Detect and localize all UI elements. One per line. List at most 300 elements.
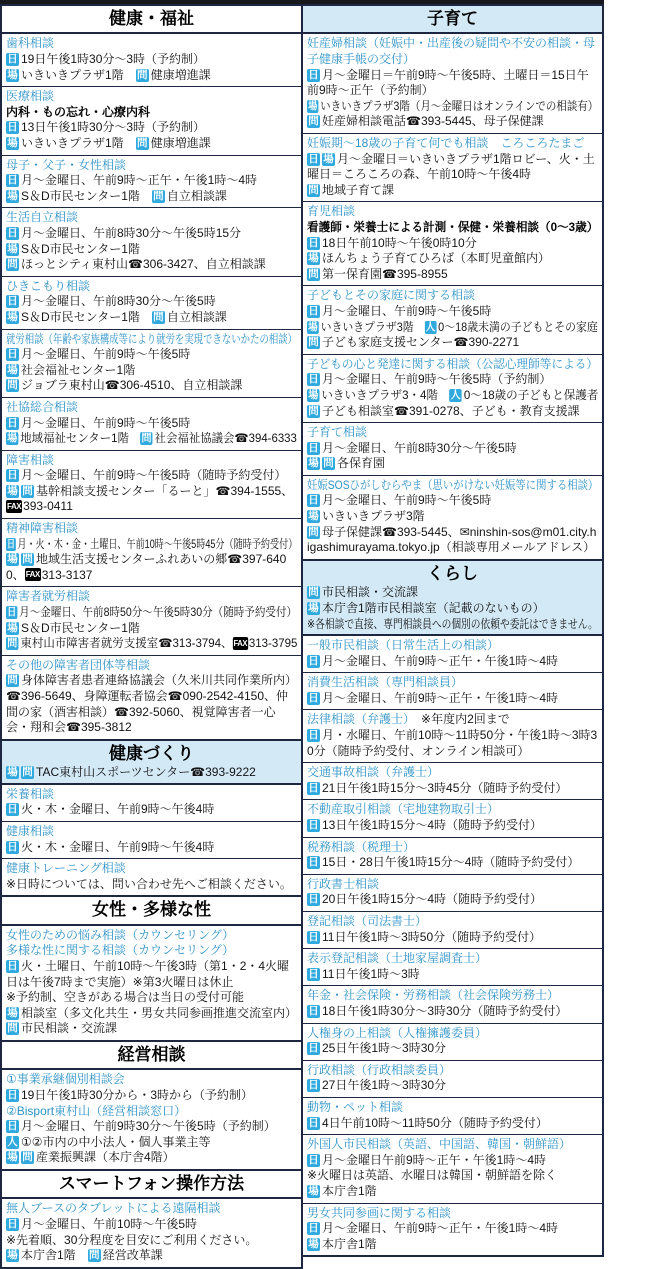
section-title: 健康づくり: [109, 743, 194, 763]
entry-line: [6, 120, 297, 136]
entry-line: [6, 877, 297, 893]
entry-text: 地域生活支援センターふれあいの郷☎397-6400、: [6, 552, 287, 582]
fax-badge: FAX: [25, 570, 40, 580]
date-badge: 日: [308, 441, 319, 454]
entry-line: [6, 787, 297, 803]
section-title: 健康・福祉: [109, 9, 194, 28]
entry-text: 月〜金曜日、午前9時〜正午・午後1時〜4時: [322, 653, 559, 668]
entry-line: [6, 68, 297, 84]
entry-title: 健康トレーニング相談: [6, 861, 126, 876]
entry-text: ※火曜日は英語、水曜日は韓国・朝鮮語を除く: [307, 1168, 558, 1183]
consult-entry: [2, 926, 301, 1040]
entry-text: 内科・もの忘れ・心療内科: [6, 104, 151, 119]
consult-entry: [2, 1070, 301, 1169]
date-badge: 日: [308, 236, 319, 249]
entry-text: 健康増進課: [150, 136, 211, 151]
date-badge: 日: [308, 373, 319, 386]
entry-title: 妊娠期〜18歳の子育て何でも相談 ころころたまご: [307, 136, 585, 151]
fax-badge: FAX: [233, 638, 247, 648]
entry-text: 地域子育て課: [322, 182, 395, 197]
date-badge: 日: [7, 1089, 18, 1102]
entry-text: 11日午後1時〜3時50分（随時予約受付）: [322, 929, 542, 944]
entry-line: [307, 478, 598, 494]
entry-line: [307, 1237, 598, 1253]
date-badge: 日: [308, 68, 319, 81]
entry-title: 一般市民相談（日常生活上の相談）: [307, 638, 500, 653]
entry-title: 動物・ペット相談: [307, 1099, 404, 1114]
date-badge: 日: [308, 654, 319, 667]
date-badge: 日: [308, 691, 319, 704]
inquiry-badge: 問: [136, 68, 148, 81]
entry-line: [307, 267, 598, 283]
date-badge: 日: [308, 893, 319, 906]
place-badge: 場: [308, 99, 318, 112]
entry-line: [307, 1100, 598, 1116]
section-header: [303, 559, 602, 636]
inquiry-badge: 問: [141, 432, 152, 445]
entry-line: [307, 877, 598, 893]
entry-text: 本庁舎1階: [322, 1236, 377, 1251]
entry-line: [307, 930, 598, 946]
entry-text: ※日時については、問い合わせ先へご相談ください。: [6, 876, 292, 891]
entry-text: 火・土曜日、午前10時〜午後3時（第1・2・4火曜日は午後7時まで実施）※第3火曜日は休止: [6, 959, 290, 989]
inquiry-badge: 問: [22, 1151, 33, 1164]
date-badge: 日: [308, 856, 319, 869]
entry-line: [307, 601, 598, 617]
entry-line: [307, 951, 598, 967]
place-badge: 場: [7, 432, 18, 445]
entry-line: [6, 658, 297, 674]
consult-entry: [303, 1203, 602, 1256]
entry-text: 月〜金曜日、午前9時30分〜午後5時（予約制）: [21, 1119, 276, 1134]
entry-title: 行政書士相談: [307, 876, 380, 891]
inquiry-badge: 問: [7, 637, 18, 650]
entry-line: [6, 242, 297, 258]
consult-entry: [2, 655, 301, 739]
entry-text: いきいきプラザ3階（月〜金曜日はオンラインでの相談有）: [320, 98, 599, 113]
consult-entry: [303, 672, 602, 709]
entry-line: [6, 210, 297, 226]
entry-line: [6, 279, 297, 295]
inquiry-badge: 問: [7, 258, 18, 271]
inquiry-badge: 問: [153, 189, 164, 202]
entry-line: [307, 914, 598, 930]
entry-text: ※予約制、空きがある場合は当日の受付可能: [6, 990, 245, 1005]
entry-text: 月〜金曜日、午前8時30分〜午後5時: [21, 294, 216, 309]
entry-text: ※先着順、30分程度を目安にご利用ください。: [6, 1232, 258, 1247]
consult-entry: [2, 397, 301, 450]
entry-title: 健康相談: [6, 824, 55, 839]
entry-title: 妊産婦相談（妊娠中・出産後の疑問や不安の相談・母子健康手帳の交付）: [307, 36, 596, 67]
entry-text: ※年度内2回まで: [409, 712, 510, 727]
entry-line: [307, 152, 598, 183]
entry-text: 19日午後1時30分〜3時（予約制）: [21, 52, 206, 67]
entry-line: [6, 802, 297, 818]
entry-line: [6, 840, 297, 856]
entry-line: [307, 675, 598, 691]
entry-text: 20日午後1時15分〜4時（随時予約受付）: [322, 892, 543, 907]
inquiry-badge: 問: [308, 183, 319, 196]
entry-text: 月〜金曜日＝午前9時〜午後5時、土曜日＝15日午前9時〜正午（予約制）: [307, 67, 589, 98]
entry-line: [6, 928, 297, 944]
entry-text: ほんちょう子育てひろば（本町児童館内）: [322, 251, 551, 266]
date-badge: 日: [7, 606, 17, 619]
entry-title: 医療相談: [6, 89, 55, 104]
date-badge: 日: [308, 152, 319, 165]
entry-line: [307, 638, 598, 654]
entry-line: [6, 589, 297, 605]
entry-text: 25日午後1時〜3時30分: [322, 1041, 447, 1056]
entry-line: [6, 1233, 297, 1249]
consult-entry: [303, 837, 602, 874]
consult-entry: [2, 518, 301, 586]
entry-text: ほっとシティ東村山☎306-3427、自立相談課: [21, 257, 266, 272]
entry-line: [307, 335, 598, 351]
entry-text: 自立相談課: [166, 309, 227, 324]
entry-text: 第一保育園☎395-8955: [322, 266, 448, 281]
place-badge: 場: [323, 152, 334, 165]
entry-title: 栄養相談: [6, 786, 55, 801]
inquiry-badge: 問: [88, 1249, 100, 1262]
section-header: [303, 6, 602, 34]
entry-line: [307, 855, 598, 871]
entry-title: 交通事故相談（弁護士）: [307, 765, 440, 780]
date-badge: 日: [7, 840, 18, 853]
date-badge: 日: [7, 1120, 18, 1133]
consult-entry: [303, 948, 602, 985]
entry-line: [307, 204, 598, 220]
consult-entry: [2, 329, 301, 397]
entry-title: 人権身の上相談（人権擁護委員）: [307, 1025, 488, 1040]
entry-line: [6, 552, 297, 583]
section-title: 子育て: [427, 9, 478, 28]
entry-text: 月〜金曜日、午前8時30分〜午後5時15分: [21, 225, 242, 240]
entry-text: 本庁舎1階: [322, 1183, 377, 1198]
entry-line: [6, 431, 297, 447]
date-badge: 日: [308, 781, 319, 794]
entry-line: [307, 765, 598, 781]
entry-line: [307, 357, 598, 373]
entry-text: 27日午後1時〜3時30分: [322, 1078, 447, 1093]
column-childcare-living: [301, 4, 604, 1257]
date-badge: 日: [7, 416, 18, 429]
entry-title: 子どもの心と発達に関する相談（公認心理師等による）: [307, 356, 599, 371]
entry-text: 15日・28日午後1時15分〜4時（随時予約受付）: [322, 855, 580, 870]
fax-badge: FAX: [7, 501, 22, 511]
entry-line: [6, 621, 297, 637]
place-badge: 場: [7, 137, 18, 150]
entry-text: 月〜金曜日、午前9時〜午後5時: [21, 415, 191, 430]
entry-line: [6, 105, 297, 121]
consult-entry: [2, 785, 301, 821]
consult-entry: [303, 475, 602, 559]
entry-text: 子ども家庭支援センター☎390-2271: [322, 335, 520, 350]
consult-entry: [2, 821, 301, 858]
entry-line: [6, 1150, 297, 1166]
entry-text: 相談室（多文化共生・男女共同参画推進交流室内）: [21, 1005, 298, 1020]
entry-line: [6, 416, 297, 432]
entry-line: [307, 988, 598, 1004]
entry-text: 身体障害者患者連絡協議会（久米川共同作業所内）☎396-5649、身障運転者協会☎090-2542-4150、仲間の家（酒害相談）☎392-5060、視覚障害者一心会・翔和会☎395-3812: [6, 673, 298, 735]
entry-line: [307, 1078, 598, 1094]
entry-line: [6, 363, 297, 379]
entry-line: [6, 378, 297, 394]
section-title: スマートフォン操作方法: [58, 1174, 245, 1194]
section-header: [2, 1040, 301, 1070]
inquiry-badge: 問: [22, 484, 33, 497]
date-badge: 日: [308, 1004, 319, 1017]
entry-text: 21日午後1時15分〜3時45分（随時予約受付）: [322, 780, 568, 795]
inquiry-badge: 問: [22, 766, 33, 779]
entry-text: 社会福祉センター1階: [21, 362, 136, 377]
date-badge: 日: [7, 295, 18, 308]
place-badge: 場: [7, 68, 18, 81]
entry-line: [6, 332, 297, 348]
date-badge: 日: [6, 537, 15, 550]
entry-title: 子育て相談: [307, 425, 368, 440]
entry-line: [307, 691, 598, 707]
entry-text: 月〜金曜日、午前9時〜正午・午後1時〜4時: [322, 1221, 559, 1236]
entry-line: [307, 493, 598, 509]
consult-entry: [303, 874, 602, 911]
entry-title: 登記相談（司法書士）: [307, 914, 428, 928]
inquiry-badge: 問: [7, 379, 18, 392]
entry-line: [307, 320, 598, 336]
consult-entry: [303, 422, 602, 475]
entry-title: ②Bisport東村山（経営相談窓口）: [6, 1103, 187, 1118]
place-badge: 場: [308, 320, 318, 333]
entry-line: [307, 802, 598, 818]
entry-text: 妊産婦相談電話☎393-5445、母子保健課: [322, 114, 544, 129]
entry-line: [6, 36, 297, 52]
entry-line: [6, 1119, 297, 1135]
entry-line: [307, 818, 598, 834]
consult-entry: [303, 911, 602, 948]
entry-line: [307, 967, 598, 983]
section-title: くらし: [427, 563, 478, 583]
entry-line: [307, 617, 598, 633]
eligible-badge: 人: [450, 388, 461, 401]
date-badge: 日: [7, 121, 18, 134]
place-badge: 場: [7, 766, 18, 779]
entry-line: [307, 1168, 598, 1184]
consult-entry: [303, 799, 602, 836]
entry-text: 0〜18歳の子どもと保護者: [463, 387, 599, 402]
entry-line: [307, 1206, 598, 1222]
place-badge: 場: [7, 363, 18, 376]
entry-title: 就労相談（年齢や家族構成等により就労を実現できないかたの相談）: [6, 331, 298, 346]
inquiry-badge: 問: [22, 553, 33, 566]
entry-line: [6, 310, 297, 326]
date-badge: 日: [308, 819, 319, 832]
entry-title: その他の障害者団体等相談: [6, 657, 151, 672]
inquiry-badge: 問: [7, 1022, 18, 1035]
entry-line: [307, 1026, 598, 1042]
consult-entry: [2, 86, 301, 154]
entry-text: ※各相談で直接、専門相談員への個別の依頼や委託はできません。: [307, 616, 598, 631]
entry-line: [307, 404, 598, 420]
place-badge: 場: [7, 189, 18, 202]
entry-line: [6, 673, 297, 735]
entry-text: 母子保健課☎393-5445、✉ninshin-sos@m01.city.higashimurayama.tokyo.jp（相談専用メールアドレス）: [307, 524, 597, 555]
consult-entry: [2, 276, 301, 329]
inquiry-badge: 問: [308, 267, 319, 280]
entry-title: 男女共同参画に関する相談: [307, 1205, 452, 1220]
entry-text: 313-3795: [248, 636, 298, 651]
entry-text: 市民相談・交流課: [322, 585, 419, 600]
entry-text: いきいきプラザ1階: [21, 136, 136, 151]
consult-entry: [303, 762, 602, 799]
entry-line: [6, 294, 297, 310]
place-badge: 場: [7, 310, 18, 323]
inquiry-badge: 問: [7, 674, 18, 687]
column-health-welfare: [0, 4, 303, 1269]
entry-text: 0〜18歳未満の子どもとその家庭: [438, 319, 598, 334]
two-column-layout: [0, 4, 604, 1269]
consult-entry: [2, 34, 301, 86]
date-badge: 日: [7, 1218, 18, 1231]
entry-text: 13日午後1時15分〜4時（随時予約受付）: [322, 818, 543, 833]
entry-title: 育児相談: [307, 204, 356, 219]
entry-line: [6, 453, 297, 469]
entry-line: [6, 765, 297, 781]
entry-title: 母子・父子・女性相談: [6, 157, 127, 172]
entry-line: [6, 990, 297, 1006]
entry-line: [307, 509, 598, 525]
eligible-badge: 人: [425, 320, 436, 333]
entry-line: [6, 1104, 297, 1120]
entry-title: 行政相談（行政相談委員）: [307, 1062, 452, 1077]
entry-title: ひきこもり相談: [6, 278, 91, 293]
entry-text: 13日午後1時30分〜3時（予約制）: [21, 120, 206, 135]
consult-entry: [303, 1097, 602, 1134]
entry-line: [307, 1116, 598, 1132]
entry-line: [6, 158, 297, 174]
entry-text: 火・木・金曜日、午前9時〜午後4時: [21, 839, 215, 854]
entry-text: 経営改革課: [102, 1248, 163, 1263]
entry-title: 法律相談（弁護士）: [307, 712, 410, 727]
inquiry-badge: 問: [153, 310, 164, 323]
entry-text: 月〜金曜日、午前9時〜午後5時: [21, 347, 191, 362]
entry-title: 外国人市民相談（英語、中国語、韓国・朝鮮語）: [307, 1137, 572, 1152]
entry-line: [6, 1021, 297, 1037]
consult-entry: [2, 1199, 301, 1266]
entry-text: TAC東村山スポーツセンター☎393-9222: [36, 765, 256, 780]
date-badge: 日: [7, 226, 18, 239]
entry-line: [6, 1088, 297, 1104]
consult-entry: [2, 858, 301, 895]
entry-title: ①事業承継個別相談会: [6, 1072, 125, 1087]
entry-line: [6, 1201, 297, 1217]
entry-line: [307, 1221, 598, 1237]
entry-text: S＆D市民センター1階: [21, 620, 140, 635]
entry-text: 19日午後1時30分から・3時から（予約制）: [21, 1088, 254, 1103]
entry-text: 自立相談課: [166, 188, 227, 203]
entry-line: [307, 1184, 598, 1200]
place-badge: 場: [308, 388, 319, 401]
entry-line: [307, 388, 598, 404]
entry-line: [6, 52, 297, 68]
entry-line: [6, 1248, 297, 1264]
entry-title: 社協総合相談: [6, 399, 79, 414]
entry-text: 火・木・金曜日、午前9時〜午後4時: [21, 802, 215, 817]
place-badge: 場: [7, 1151, 18, 1164]
entry-line: [6, 89, 297, 105]
date-badge: 日: [308, 1042, 319, 1055]
entry-title: 女性のための悩み相談（カウンセリング）: [6, 927, 235, 942]
inquiry-badge: 問: [308, 586, 319, 599]
place-badge: 場: [308, 252, 319, 265]
section-title: 女性・多様な性: [92, 900, 211, 920]
section-header: [2, 739, 301, 785]
entry-line: [307, 1041, 598, 1057]
entry-text: S＆D市民センター1階: [21, 188, 152, 203]
entry-title: 消費生活相談（専門相談員）: [307, 675, 464, 690]
entry-title: 障害者就労相談: [6, 589, 91, 604]
consult-entry: [2, 450, 301, 518]
entry-line: [6, 636, 297, 652]
entry-title: 多様な性に関する相談（カウンセリング）: [6, 943, 235, 958]
date-badge: 日: [308, 304, 319, 317]
consult-entry: [303, 354, 602, 422]
entry-title: 障害相談: [6, 452, 55, 467]
entry-line: [6, 537, 297, 553]
entry-text: 地域福祉センター1階: [20, 431, 141, 446]
entry-line: [6, 1006, 297, 1022]
entry-text: 月〜金曜日＝いきいきプラザ1階ロビー、火・土曜日＝ころころの森、午前10時〜午後4時: [307, 151, 595, 182]
entry-title: 子どもとその家庭に関する相談: [307, 288, 476, 303]
inquiry-badge: 問: [308, 336, 319, 349]
entry-line: [6, 605, 297, 621]
entry-line: [307, 712, 598, 728]
entry-line: [307, 654, 598, 670]
entry-line: [6, 484, 297, 515]
place-badge: 場: [7, 621, 18, 634]
entry-line: [6, 400, 297, 416]
entry-line: [307, 525, 598, 556]
inquiry-badge: 問: [308, 404, 319, 417]
place-badge: 場: [308, 1237, 319, 1250]
entry-text: 月〜金曜日、午前9時〜正午・午後1時〜4時: [21, 173, 258, 188]
entry-text: 社会福祉協議会☎394-6333: [154, 431, 297, 446]
entry-text: 月〜金曜日、午前9時〜午後5時（予約制）: [322, 372, 552, 387]
entry-text: いきいきプラザ3階: [320, 319, 425, 334]
entry-line: [307, 236, 598, 252]
entry-line: [307, 220, 598, 236]
entry-text: 健康増進課: [150, 67, 211, 82]
entry-text: 月・火・木・金・土曜日、午前10時〜午後5時45分（随時予約受付）: [17, 536, 298, 551]
place-badge: 場: [7, 242, 18, 255]
consult-entry: [303, 709, 602, 762]
inquiry-badge: 問: [308, 115, 319, 128]
entry-line: [307, 68, 598, 99]
entry-text: 産業振興課（本庁舎4階）: [36, 1150, 175, 1165]
entry-text: 月〜金曜日、午前10時〜午後5時: [21, 1217, 198, 1232]
entry-text: 本庁舎1階市民相談室（記載のないもの）: [322, 600, 545, 615]
place-badge: 場: [7, 1249, 18, 1262]
entry-line: [6, 226, 297, 242]
entry-line: [6, 861, 297, 877]
entry-line: [307, 183, 598, 199]
place-badge: 場: [308, 457, 319, 470]
entry-text: 基幹相談支援センター「るーと」☎394-1555、: [36, 483, 294, 498]
consult-entry: [303, 34, 602, 133]
entry-text: 18日午前10時〜午後0時10分: [322, 235, 477, 250]
entry-line: [307, 36, 598, 67]
entry-text: 月〜金曜日、午前8時30分〜午後5時: [322, 440, 517, 455]
entry-line: [6, 189, 297, 205]
date-badge: 日: [7, 348, 18, 361]
